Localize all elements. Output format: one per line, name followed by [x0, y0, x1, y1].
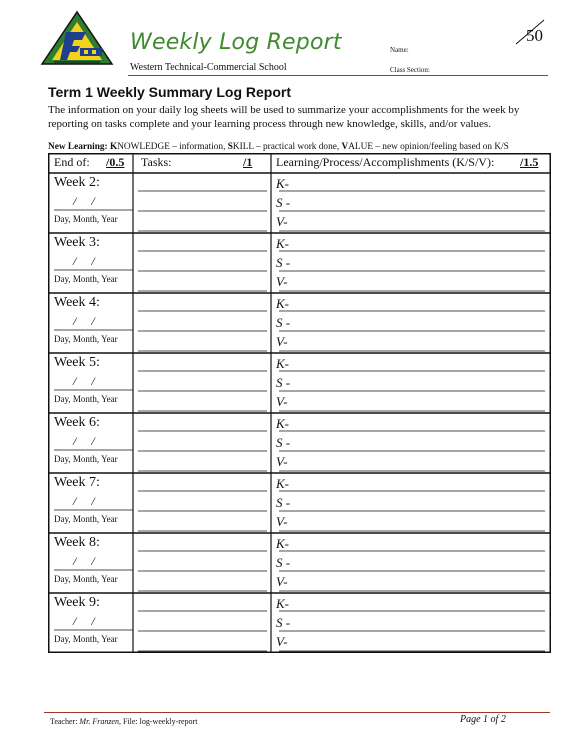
class-section-label: Class Section:: [390, 66, 430, 74]
legend-v-text: ALUE – new opinion/feeling based on K/S: [348, 142, 509, 152]
skill-label: S -: [276, 495, 291, 510]
knowledge-label: K-: [276, 476, 289, 491]
knowledge-label: K-: [276, 176, 289, 191]
teacher-label: Teacher:: [50, 717, 78, 726]
date-format-label: Day, Month, Year: [54, 334, 118, 344]
knowledge-label: K-: [276, 356, 289, 371]
weekly-log-table: [48, 153, 551, 653]
legend-v: V: [341, 142, 349, 152]
date-slashes: / /: [73, 494, 101, 508]
legend-lead: New Learning:: [48, 142, 108, 152]
page-number: Page 1 of 2: [460, 714, 506, 725]
footer-divider: [44, 712, 550, 713]
week-label: Week 8:: [54, 535, 100, 550]
skill-label: S -: [276, 315, 291, 330]
week-label: Week 6:: [54, 415, 100, 430]
total-score-box: [510, 16, 560, 46]
value-label: V-: [276, 514, 288, 529]
learning-score: /1.5: [520, 155, 539, 169]
value-label: V-: [276, 454, 288, 469]
page-title: Term 1 Weekly Summary Log Report: [48, 84, 291, 100]
value-label: V-: [276, 334, 288, 349]
date-slashes: / /: [73, 554, 101, 568]
week-label: Week 3:: [54, 235, 100, 250]
date-format-label: Day, Month, Year: [54, 274, 118, 284]
learning-header: Learning/Process/Accomplishments (K/S/V):: [276, 155, 495, 169]
tasks-score: /1: [243, 155, 253, 169]
date-format-label: Day, Month, Year: [54, 514, 118, 524]
skill-label: S -: [276, 195, 291, 210]
knowledge-label: K-: [276, 296, 289, 311]
week-label: Week 9:: [54, 595, 100, 610]
week-label: Week 4:: [54, 295, 100, 310]
end-of-score: /0.5: [106, 155, 125, 169]
skill-label: S -: [276, 615, 291, 630]
date-format-label: Day, Month, Year: [54, 634, 118, 644]
week-label: Week 5:: [54, 355, 100, 370]
footer-teacher-file: [50, 717, 197, 726]
legend-s: S: [227, 142, 233, 152]
value-label: V-: [276, 394, 288, 409]
school-logo-icon: [40, 10, 114, 66]
value-label: V-: [276, 274, 288, 289]
value-label: V-: [276, 214, 288, 229]
date-slashes: / /: [73, 614, 101, 628]
file-name: log-weekly-report: [139, 717, 198, 726]
learning-legend: [48, 142, 509, 152]
school-name: Western Technical-Commercial School: [130, 62, 287, 73]
skill-label: S -: [276, 555, 291, 570]
skill-label: S -: [276, 255, 291, 270]
legend-k: K: [109, 142, 118, 152]
total-score: 50: [526, 26, 543, 45]
header-divider: [128, 75, 548, 76]
date-format-label: Day, Month, Year: [54, 454, 118, 464]
value-label: V-: [276, 574, 288, 589]
knowledge-label: K-: [276, 416, 289, 431]
date-slashes: / /: [73, 374, 101, 388]
report-title: Weekly Log Report: [130, 30, 342, 55]
skill-label: S -: [276, 375, 291, 390]
date-slashes: / /: [73, 314, 101, 328]
name-label: Name:: [390, 46, 409, 54]
knowledge-label: K-: [276, 596, 289, 611]
knowledge-label: K-: [276, 536, 289, 551]
end-of-header: End of:: [54, 155, 90, 169]
week-label: Week 7:: [54, 475, 100, 490]
date-format-label: Day, Month, Year: [54, 574, 118, 584]
file-label: , File:: [118, 717, 138, 726]
date-slashes: / /: [73, 194, 101, 208]
date-format-label: Day, Month, Year: [54, 394, 118, 404]
legend-k-text: NOWLEDGE – information,: [117, 142, 228, 152]
value-label: V-: [276, 634, 288, 649]
tasks-header: Tasks:: [141, 155, 172, 169]
date-slashes: / /: [73, 254, 101, 268]
week-label: Week 2:: [54, 175, 100, 190]
skill-label: S -: [276, 435, 291, 450]
legend-s-text: KILL – practical work done,: [232, 142, 342, 152]
teacher-name: Mr. Franzen: [79, 717, 119, 726]
date-format-label: Day, Month, Year: [54, 214, 118, 224]
date-slashes: / /: [73, 434, 101, 448]
knowledge-label: K-: [276, 236, 289, 251]
intro-paragraph: The information on your daily log sheets will be used to summarize your accomplishments for the week by reporting on tasks complete and your learning process through new knowledge, skills, and/or values.: [48, 104, 520, 130]
